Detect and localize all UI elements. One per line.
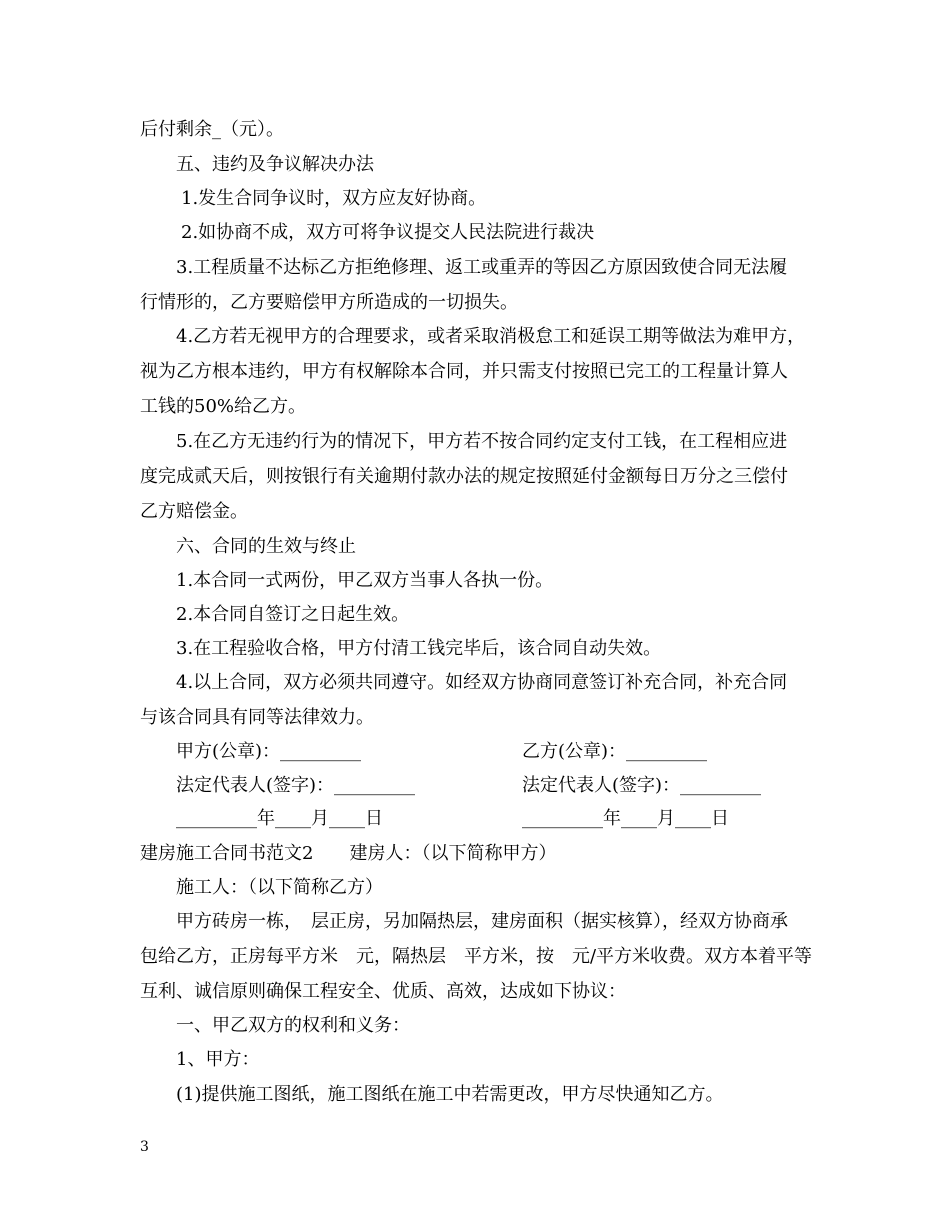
text-line: 1.本合同一式两份，甲乙双方当事人各执一份。 <box>176 570 554 591</box>
party-a-seal: 甲方(公章)：_________ <box>176 741 362 762</box>
text-line: 施工人：（以下简称乙方） <box>176 877 383 898</box>
text-line: 1.发生合同争议时，双方应友好协商。 <box>181 188 487 209</box>
text-line: 2.如协商不成，双方可将争议提交人民法院进行裁决 <box>181 222 595 243</box>
text-line: 与该合同具有同等法律效力。 <box>140 707 374 728</box>
party-b-date: _________年____月____日 <box>522 808 729 829</box>
section-heading: 一、甲乙双方的权利和义务： <box>176 1015 410 1036</box>
text-line: 后付剩余_（元）。 <box>140 119 284 140</box>
party-b-representative: 法定代表人(签字)：_________ <box>522 775 762 796</box>
text-line: 度完成贰天后，则按银行有关逾期付款办法的规定按照延付金额每日万分之三偿付 <box>140 466 788 487</box>
text-line: 3.工程质量不达标乙方拒绝修理、返工或重弄的等因乙方原因致使合同无法履 <box>176 257 788 278</box>
text-line: 包给乙方，正房每平方米 元，隔热层 平方米，按 元/平方米收费。双方本着平等 <box>140 946 813 967</box>
contract-title: 建房施工合同书范文2 建房人：（以下简称甲方） <box>140 843 557 864</box>
text-line: 4.乙方若无视甲方的合理要求，或者采取消极怠工和延误工期等做法为难甲方， <box>176 326 806 347</box>
text-line: 1、甲方： <box>176 1049 260 1070</box>
text-line: 工钱的50%给乙方。 <box>140 396 307 417</box>
text-line: 5.在乙方无违约行为的情况下，甲方若不按合同约定支付工钱，在工程相应进 <box>176 431 788 452</box>
text-line: 视为乙方根本违约，甲方有权解除本合同，并只需支付按照已完工的工程量计算人 <box>140 361 788 382</box>
text-line: 2.本合同自签订之日起生效。 <box>176 604 410 625</box>
section-heading: 六、合同的生效与终止 <box>176 536 356 557</box>
text-line: (1)提供施工图纸，施工图纸在施工中若需更改，甲方尽快通知乙方。 <box>176 1084 724 1105</box>
page-number: 3 <box>140 1139 149 1155</box>
text-line: 行情形的，乙方要赔偿甲方所造成的一切损失。 <box>140 292 518 313</box>
text-line: 3.在工程验收合格，甲方付清工钱完毕后，该合同自动失效。 <box>176 638 662 659</box>
party-b-seal: 乙方(公章)：_________ <box>522 741 708 762</box>
text-line: 甲方砖房一栋， 层正房，另加隔热层，建房面积（据实核算），经双方协商承 <box>176 911 788 932</box>
text-line: 4.以上合同，双方必须共同遵守。如经双方协商同意签订补充合同，补充合同 <box>176 672 788 693</box>
party-a-date: _________年____月____日 <box>176 808 383 829</box>
section-heading: 五、违约及争议解决办法 <box>176 154 374 175</box>
text-line: 乙方赔偿金。 <box>140 501 248 522</box>
party-a-representative: 法定代表人(签字)：_________ <box>176 775 416 796</box>
text-line: 互利、诚信原则确保工程安全、优质、高效，达成如下协议： <box>140 981 626 1002</box>
